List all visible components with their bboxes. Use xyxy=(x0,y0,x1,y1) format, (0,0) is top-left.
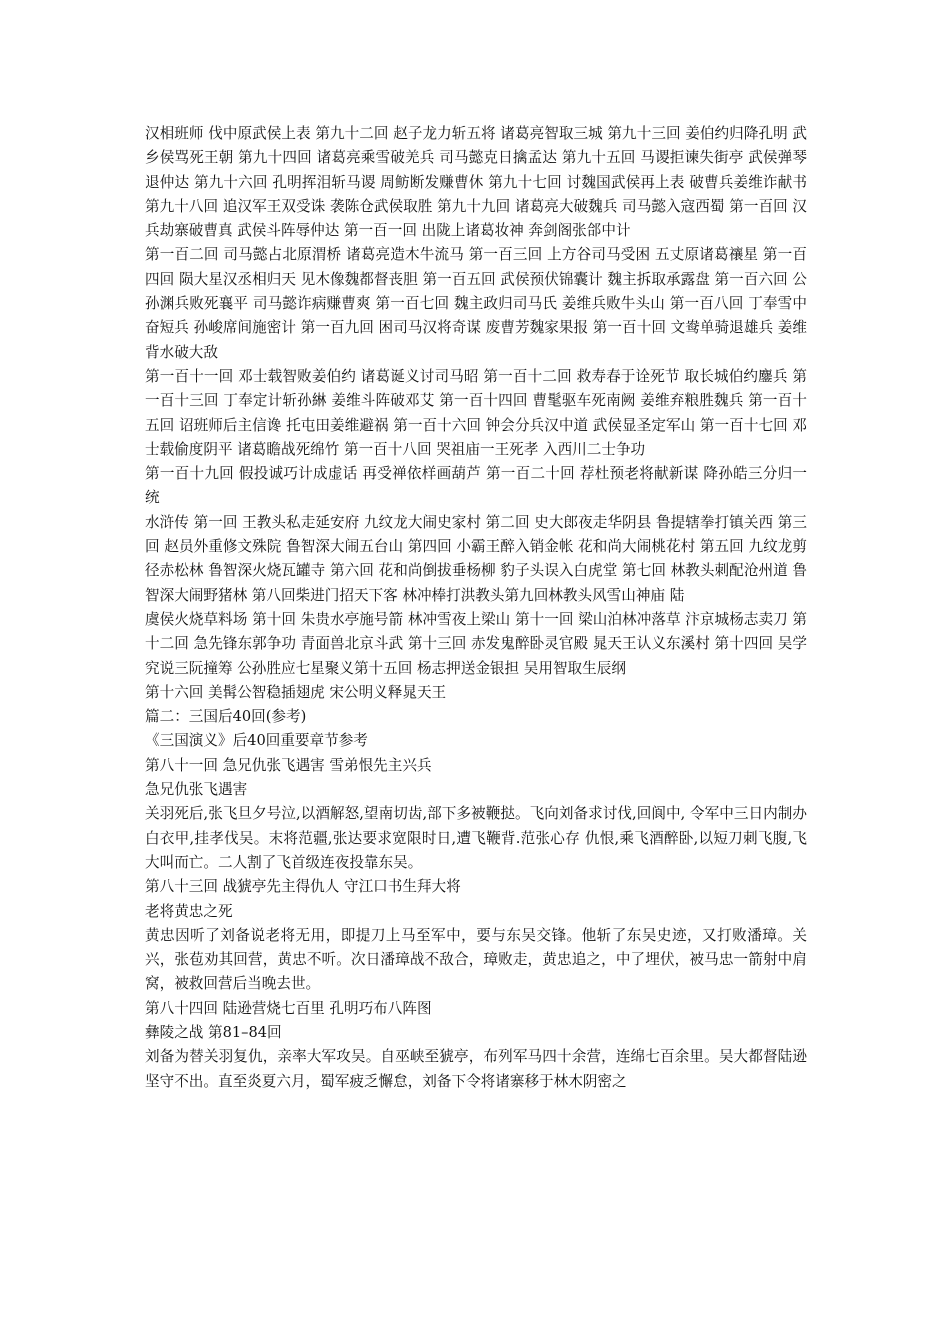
paragraph-shuihu-chapters-10-15: 虞侯火烧草料场 第十回 朱贵水亭施号箭 林冲雪夜上梁山 第十一回 梁山泊林冲落草 汴京城杨志卖刀 第十二回 急先锋东郭争功 青面兽北京斗武 第十三回 赤发鬼醉卧灵官殿 晁天王认义东溪村 第十四回 吴学究说三阮撞筹 公孙胜应七星聚义第十五回 杨志押送金银担 吴用智取生辰纲 xyxy=(145,610,807,677)
paragraph-huangzhong-summary: 黄忠因听了刘备说老将无用，即提刀上马至军中，要与东吴交锋。他斩了东吴史迹，又打败潘璋。关兴，张苞劝其回营，黄忠不听。次日潘璋战不敌合，璋败走，黄忠追之，中了埋伏，被马忠一箭射中肩窝，被救回营后当晚去世。 xyxy=(145,926,807,993)
section-subtitle: 《三国演义》后40回重要章节参考 xyxy=(145,732,368,750)
paragraph-sanguo-chapters-119-120: 第一百十九回 假投诚巧计成虚话 再受禅依样画葫芦 第一百二十回 荐杜预老将献新谋 降孙皓三分归一统 xyxy=(145,465,807,507)
chapter-heading-81: 第八十一回 急兄仇张飞遇害 雪弟恨先主兴兵 xyxy=(145,756,432,774)
topic-heading-yiling: 彝陵之战 第81–84回 xyxy=(145,1023,282,1041)
chapter-heading-83: 第八十三回 战猇亭先主得仇人 守江口书生拜大将 xyxy=(145,878,461,896)
topic-heading-huangzhong: 老将黄忠之死 xyxy=(145,902,233,920)
paragraph-yiling-summary: 刘备为替关羽复仇，亲率大军攻吴。自巫峡至猇亭，布列军马四十余营，连绵七百余里。吴大都督陆逊坚守不出。直至炎夏六月，蜀军疲乏懈怠，刘备下令将诸寨移于林木阴密之 xyxy=(145,1048,807,1090)
chapter-heading-84: 第八十四回 陆逊营烧七百里 孔明巧布八阵图 xyxy=(145,999,432,1017)
paragraph-zhangfei-summary: 关羽死后,张飞旦夕号泣,以酒解怒,望南切齿,部下多被鞭挞。飞向刘备求讨伐,回阆中, 令军中三日内制办白衣甲,挂孝伐吴。末将范疆,张达要求宽限时日,遭飞鞭背.范张心存 仇恨,乘飞酒醉卧,以短刀刺飞腹,飞大叫而亡。二人割了飞首级连夜投靠东吴。 xyxy=(145,805,807,871)
topic-heading-zhangfei: 急兄仇张飞遇害 xyxy=(145,781,248,799)
section-heading-part-two: 篇二：三国后40回(参考) xyxy=(145,708,307,726)
paragraph-sanguo-chapters-111-118: 第一百十一回 邓士载智败姜伯约 诸葛诞义讨司马昭 第一百十二回 救寿春于诠死节 取长城伯约鏖兵 第一百十三回 丁奉定计斩孙綝 姜维斗阵破邓艾 第一百十四回 曹髦驱车死南阙 姜维弃粮胜魏兵 第一百十五回 诏班师后主信谗 托屯田姜维避祸 第一百十六回 钟会分兵汉中道 武侯显圣定军山 第一百十七回 邓士载偷度阴平 诸葛瞻战死绵竹 第一百十八回 哭祖庙一王死孝 入西川二士争功 xyxy=(145,367,807,458)
paragraph-shuihu-chapter-16: 第十六回 美髯公智稳插翅虎 宋公明义释晁天王 xyxy=(145,683,447,701)
paragraph-shuihu-chapters-1-9: 水浒传 第一回 王教头私走延安府 九纹龙大闹史家村 第二回 史大郎夜走华阴县 鲁提辖拳打镇关西 第三回 赵员外重修文殊院 鲁智深大闹五台山 第四回 小霸王醉入销金帐 花和尚大闹桃花村 第五回 九纹龙剪径赤松林 鲁智深火烧瓦罐寺 第六回 花和尚倒拔垂杨柳 豹子头误入白虎堂 第七回 林教头刺配沧州道 鲁智深大闹野猪林 第八回柴进门招天下客 林冲棒打洪教头第九回林教头风雪山神庙 陆 xyxy=(145,513,807,604)
paragraph-sanguo-chapters-91-101: 汉相班师 伐中原武侯上表 第九十二回 赵子龙力斩五将 诸葛亮智取三城 第九十三回 姜伯约归降孔明 武乡侯骂死王朝 第九十四回 诸葛亮乘雪破羌兵 司马懿克日擒孟达 第九十五回 马谡拒谏失街亭 武侯弹琴退仲达 第九十六回 孔明挥泪斩马谡 周鲂断发赚曹休 第九十七回 讨魏国武侯再上表 破曹兵姜维诈献书 第九十八回 追汉军王双受诛 袭陈仓武侯取胜 第九十九回 诸葛亮大破魏兵 司马懿入寇西蜀 第一百回 汉兵劫寨破曹真 武侯斗阵辱仲达 第一百一回 出陇上诸葛妆神 奔剑阁张郃中计 xyxy=(145,125,807,240)
document-page xyxy=(145,122,807,1094)
paragraph-sanguo-chapters-102-110: 第一百二回 司马懿占北原渭桥 诸葛亮造木牛流马 第一百三回 上方谷司马受困 五丈原诸葛禳星 第一百四回 陨大星汉丞相归天 见木像魏都督丧胆 第一百五回 武侯预伏锦囊计 魏主拆取承露盘 第一百六回 公孙渊兵败死襄平 司马懿诈病赚曹爽 第一百七回 魏主政归司马氏 姜维兵败牛头山 第一百八回 丁奉雪中奋短兵 孙峻席间施密计 第一百九回 困司马汉将奇谋 废曹芳魏家果报 第一百十回 文鸯单骑退雄兵 姜维背水破大敌 xyxy=(145,246,807,361)
